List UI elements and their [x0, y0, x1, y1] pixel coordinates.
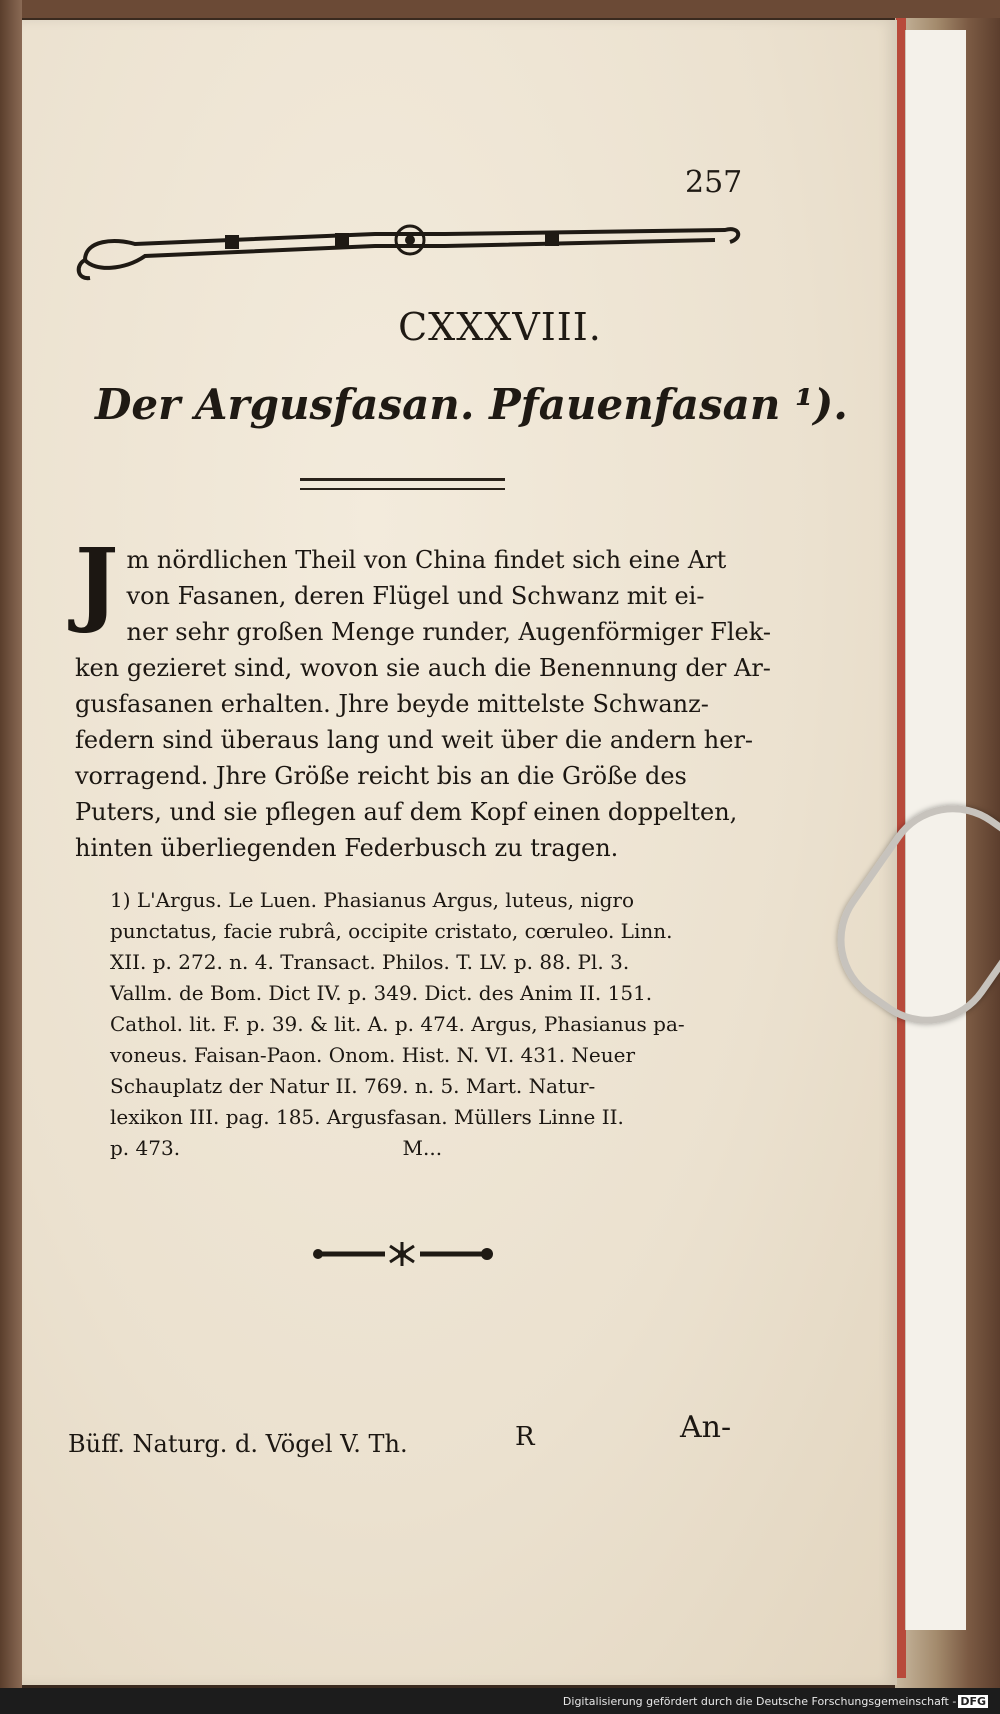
title-rule-top	[300, 478, 505, 481]
body-line: von Fasanen, deren Flügel und Schwanz mit ei-	[126, 582, 705, 610]
footnote-line: voneus. Faisan-Paon. Onom. Hist. N. VI. 431. Neuer	[110, 1043, 636, 1067]
drop-cap: J	[75, 528, 119, 636]
signature-line: Büff. Naturg. d. Vögel V. Th.	[68, 1430, 408, 1458]
footer-credit	[563, 1695, 988, 1708]
dfg-logo: DFG	[960, 1695, 986, 1708]
signature-mark: R	[515, 1422, 535, 1452]
page-number: 257	[685, 165, 743, 200]
chapter-title: Der Argusfasan. Pfauenfasan ¹).	[95, 380, 848, 429]
tailpiece-ornament	[310, 1240, 495, 1268]
headpiece-ornament	[75, 220, 745, 285]
body-line: vorragend. Jhre Größe reicht bis an die Größe des	[75, 762, 687, 790]
body-line: ner sehr großen Menge runder, Augenförmiger Flek-	[126, 618, 771, 646]
footnote-line: p. 473. M...	[110, 1136, 443, 1160]
book-cover-top	[0, 0, 1000, 18]
body-line: m nördlichen Theil von China findet sich eine Art	[126, 546, 727, 574]
body-line: Puters, und sie pflegen auf dem Kopf einen doppelten,	[75, 798, 738, 826]
body-line: hinten überliegenden Federbusch zu tragen.	[75, 834, 619, 862]
book-cover-left	[0, 0, 22, 1714]
body-line: ken gezieret sind, wovon sie auch die Benennung der Ar-	[75, 654, 771, 682]
footnote-line: 1) L'Argus. Le Luen. Phasianus Argus, luteus, nigro	[110, 888, 634, 912]
footnote	[110, 885, 760, 1164]
footnote-line: Cathol. lit. F. p. 39. & lit. A. p. 474. Argus, Phasianus pa-	[110, 1012, 685, 1036]
chapter-number: CXXXVIII.	[398, 305, 602, 349]
footnote-line: Vallm. de Bom. Dict IV. p. 349. Dict. des Anim II. 151.	[110, 981, 653, 1005]
body-line: federn sind überaus lang und weit über die andern her-	[75, 726, 754, 754]
catchword: An-	[680, 1410, 732, 1445]
body-paragraph	[75, 528, 771, 866]
footnote-line: XII. p. 272. n. 4. Transact. Philos. T. LV. p. 88. Pl. 3.	[110, 950, 630, 974]
footnote-line: punctatus, facie rubrâ, occipite cristato, cœruleo. Linn.	[110, 919, 673, 943]
footnote-line: lexikon III. pag. 185. Argusfasan. Müllers Linne II.	[110, 1105, 624, 1129]
footnote-line: Schauplatz der Natur II. 769. n. 5. Mart. Natur-	[110, 1074, 596, 1098]
credit-text: Digitalisierung gefördert durch die Deutsche Forschungsgemeinschaft -	[562, 1695, 957, 1708]
body-line: gusfasanen erhalten. Jhre beyde mittelste Schwanz-	[75, 690, 709, 718]
title-rule-bottom	[300, 488, 505, 490]
